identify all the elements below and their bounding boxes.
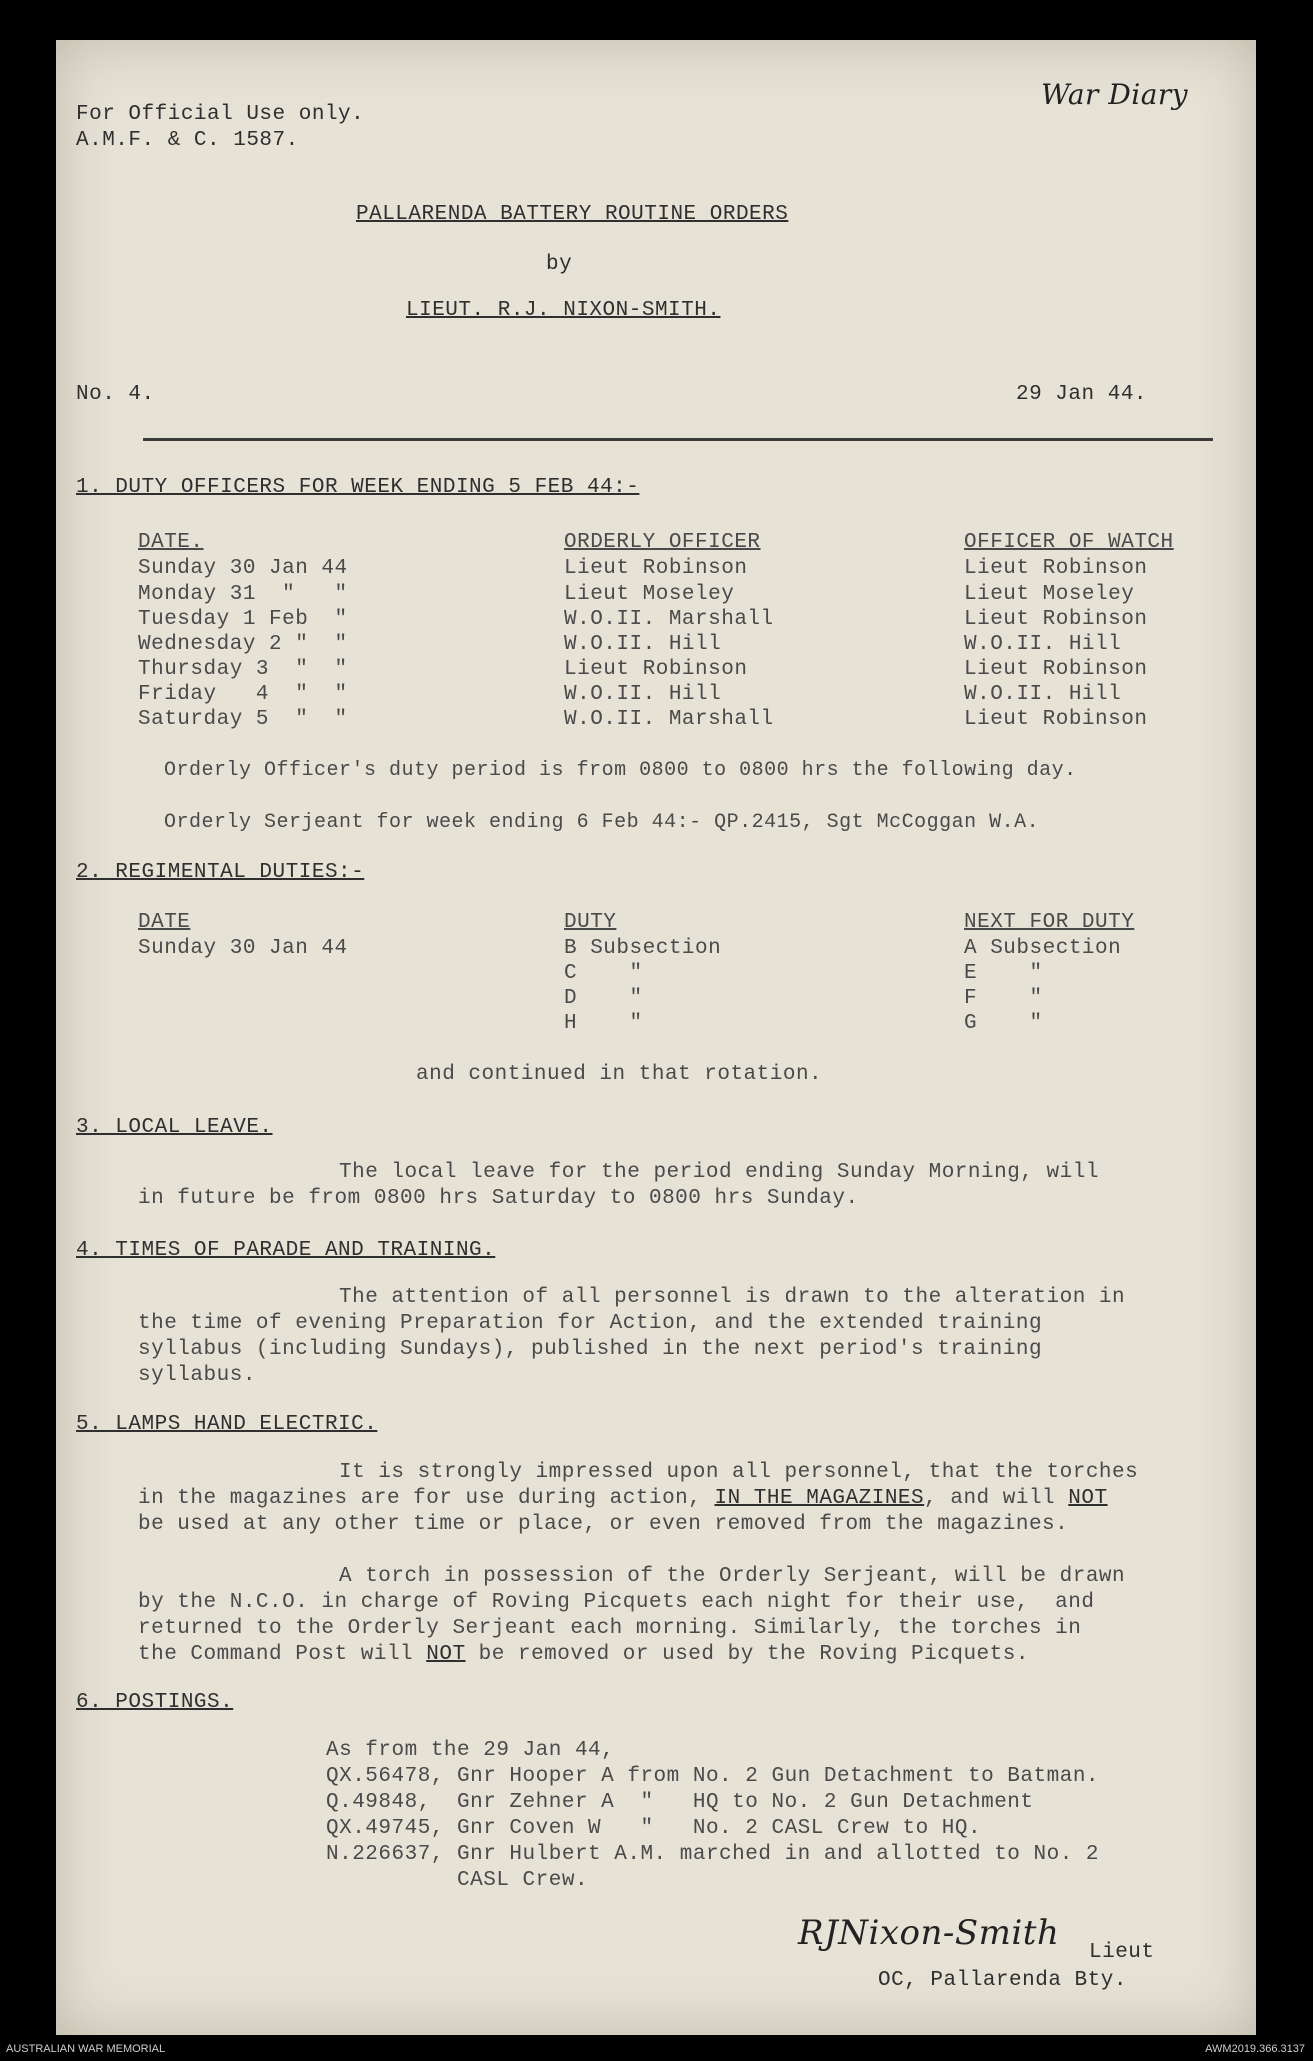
section5-heading-text: 5. LAMPS HAND ELECTRIC.: [76, 1413, 378, 1436]
section5-text: , and will: [924, 1487, 1069, 1510]
order-number: No. 4.: [76, 383, 155, 406]
posting-line: CASL Crew.: [326, 1869, 589, 1892]
officer-of-watch: Lieut Moseley: [964, 583, 1135, 606]
footer-accession-number: AWM2019.366.3137: [1205, 2043, 1305, 2055]
section3-line: in future be from 0800 hrs Saturday to 0800 hrs Sunday.: [138, 1187, 859, 1210]
section4-heading: [76, 1238, 495, 1264]
duty-date: Tuesday 1 Feb ": [138, 608, 348, 631]
order-date: 29 Jan 44.: [1016, 383, 1148, 406]
footer-institution: AUSTRALIAN WAR MEMORIAL: [6, 2043, 166, 2055]
section2-col-date: DATE: [138, 911, 191, 934]
duty-date: Wednesday 2 " ": [138, 633, 348, 656]
section1-col-orderly: ORDERLY OFFICER: [564, 531, 761, 554]
orderly-officer: Lieut Robinson: [564, 557, 748, 580]
duty-subsection: H ": [564, 1012, 643, 1035]
section6-heading: [76, 1690, 233, 1716]
section5-line: by the N.C.O. in charge of Roving Picquets each night for their use, and: [138, 1591, 1095, 1614]
officer-of-watch: Lieut Robinson: [964, 557, 1148, 580]
section5-line: A torch in possession of the Orderly Serjeant, will be drawn: [339, 1565, 1126, 1588]
document-page: [56, 40, 1256, 2035]
orderly-officer: Lieut Robinson: [564, 658, 748, 681]
section1-note-orderly-serjeant: Orderly Serjeant for week ending 6 Feb 44:- QP.2415, Sgt McCoggan W.A.: [164, 811, 1040, 834]
next-subsection: F ": [964, 987, 1043, 1010]
officer-of-watch: Lieut Robinson: [964, 708, 1148, 731]
section4-heading-text: 4. TIMES OF PARADE AND TRAINING.: [76, 1239, 496, 1262]
posting-line: As from the 29 Jan 44,: [326, 1739, 615, 1762]
duty-date: Saturday 5 " ": [138, 708, 348, 731]
duty-subsection: B Subsection: [564, 937, 722, 960]
section1-note-orderly-period: Orderly Officer's duty period is from 0800 to 0800 hrs the following day.: [164, 759, 1077, 782]
section3-heading-text: 3. LOCAL LEAVE.: [76, 1116, 273, 1139]
posting-line: N.226637, Gnr Hulbert A.M. marched in and allotted to No. 2: [326, 1843, 1100, 1866]
regimental-date: Sunday 30 Jan 44: [138, 937, 348, 960]
posting-line: Q.49848, Gnr Zehner A " HQ to No. 2 Gun Detachment: [326, 1791, 1034, 1814]
section4-line: The attention of all personnel is drawn to the alteration in: [339, 1286, 1126, 1309]
official-use-note: For Official Use only.: [76, 103, 365, 126]
section5-line: returned to the Orderly Serjeant each morning. Similarly, the torches in: [138, 1617, 1082, 1640]
section4-line: syllabus (including Sundays), published in the next period's training: [138, 1338, 1043, 1361]
section1-heading: [76, 475, 639, 501]
form-reference: A.M.F. & C. 1587.: [76, 129, 299, 152]
next-subsection: E ": [964, 962, 1043, 985]
posting-line: QX.56478, Gnr Hooper A from No. 2 Gun Detachment to Batman.: [326, 1765, 1100, 1788]
section1-heading-text: 1. DUTY OFFICERS FOR WEEK ENDING 5 FEB 44:-: [76, 476, 640, 499]
section5-text: the Command Post will: [138, 1643, 427, 1666]
section4-line: the time of evening Preparation for Action, and the extended training: [138, 1312, 1043, 1335]
section5-text: be removed or used by the Roving Picquets.: [465, 1643, 1029, 1666]
duty-subsection: C ": [564, 962, 643, 985]
section5-line: [138, 1642, 1029, 1668]
signature: RJNixon-Smith: [798, 1913, 1060, 1953]
duty-date: Monday 31 " ": [138, 583, 348, 606]
section5-heading: [76, 1412, 377, 1438]
section6-heading-text: 6. POSTINGS.: [76, 1691, 234, 1714]
section2-col-next: NEXT FOR DUTY: [964, 911, 1135, 934]
section2-heading: [76, 860, 364, 886]
signature-appointment: OC, Pallarenda Bty.: [878, 1969, 1127, 1992]
orderly-officer: W.O.II. Marshall: [564, 708, 774, 731]
duty-date: Sunday 30 Jan 44: [138, 557, 348, 580]
posting-line: QX.49745, Gnr Coven W " No. 2 CASL Crew to HQ.: [326, 1817, 982, 1840]
officer-of-watch: Lieut Robinson: [964, 658, 1148, 681]
title-author: LIEUT. R.J. NIXON-SMITH.: [406, 299, 721, 322]
next-subsection: A Subsection: [964, 937, 1122, 960]
orderly-officer: Lieut Moseley: [564, 583, 735, 606]
document-title: PALLARENDA BATTERY ROUTINE ORDERS: [356, 203, 789, 226]
officer-of-watch: W.O.II. Hill: [964, 683, 1122, 706]
section5-text: in the magazines are for use during action,: [138, 1487, 715, 1510]
section3-heading: [76, 1115, 273, 1141]
officer-of-watch: Lieut Robinson: [964, 608, 1148, 631]
war-diary-annotation: War Diary: [1041, 78, 1189, 111]
section3-line: The local leave for the period ending Sunday Morning, will: [339, 1161, 1099, 1184]
section5-emphasis: NOT: [1068, 1487, 1108, 1510]
duty-date: Friday 4 " ": [138, 683, 348, 706]
duty-date: Thursday 3 " ": [138, 658, 348, 681]
section5-emphasis: NOT: [426, 1643, 466, 1666]
signature-rank: Lieut: [1089, 1941, 1155, 1964]
next-subsection: G ": [964, 1012, 1043, 1035]
section5-line: be used at any other time or place, or even removed from the magazines.: [138, 1513, 1069, 1536]
duty-subsection: D ": [564, 987, 643, 1010]
section2-heading-text: 2. REGIMENTAL DUTIES:-: [76, 861, 365, 884]
title-by: by: [546, 253, 573, 276]
section2-col-duty: DUTY: [564, 911, 617, 934]
section5-line: It is strongly impressed upon all personnel, that the torches: [339, 1461, 1139, 1484]
section1-col-watch: OFFICER OF WATCH: [964, 531, 1174, 554]
section2-rotation-note: and continued in that rotation.: [416, 1063, 823, 1086]
orderly-officer: W.O.II. Hill: [564, 633, 722, 656]
orderly-officer: W.O.II. Marshall: [564, 608, 774, 631]
section5-line: [138, 1486, 1108, 1512]
orderly-officer: W.O.II. Hill: [564, 683, 722, 706]
section1-col-date: DATE.: [138, 531, 204, 554]
section5-emphasis: IN THE MAGAZINES: [714, 1487, 925, 1510]
header-rule: [143, 438, 1213, 441]
section4-line: syllabus.: [138, 1364, 256, 1387]
officer-of-watch: W.O.II. Hill: [964, 633, 1122, 656]
